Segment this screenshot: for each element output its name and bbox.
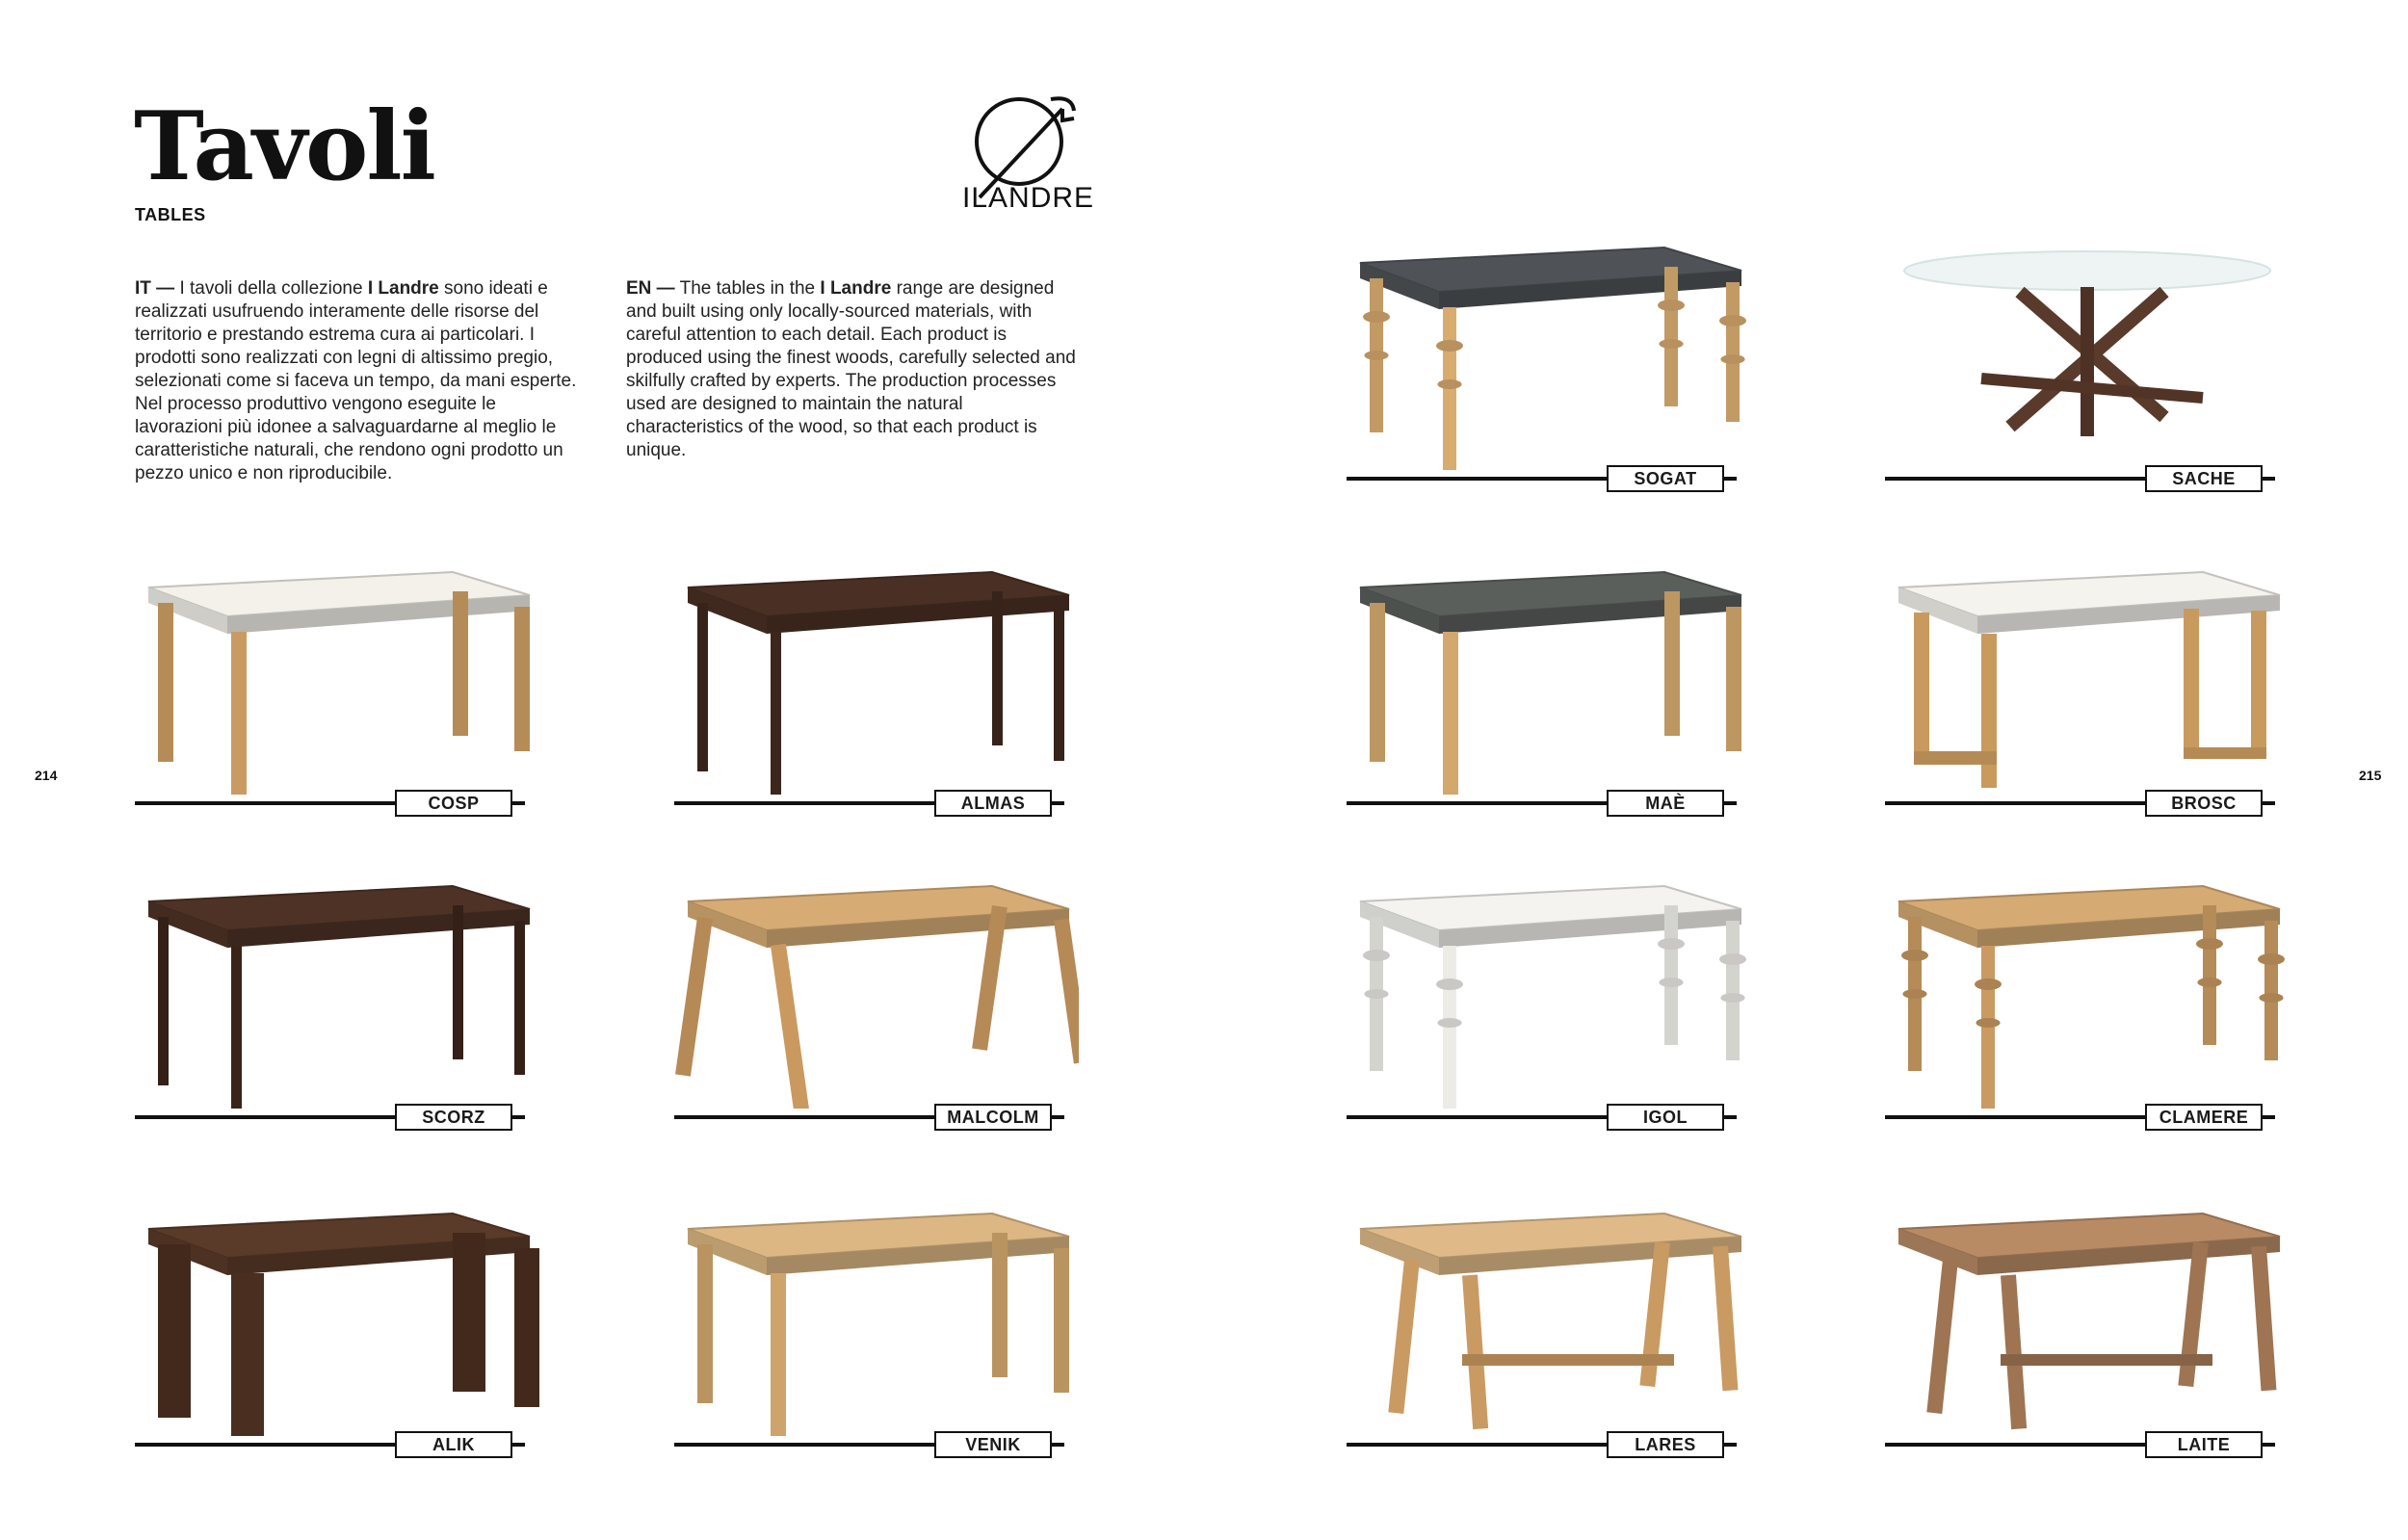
product-name-label: CLAMERE [2145,1104,2263,1131]
table-image[interactable] [1885,1200,2290,1436]
table-image[interactable] [1885,873,2290,1109]
product-name-label: COSP [395,790,512,817]
product-name-label: VENIK [934,1431,1052,1458]
page-title: Tavoli [134,91,434,202]
brand-logo [962,90,1095,215]
product-name-label: MAÈ [1607,790,1724,817]
table-image[interactable] [1347,873,1751,1109]
product-card[interactable] [135,1200,539,1454]
table-image[interactable] [1885,559,2290,795]
product-name-label: IGOL [1607,1104,1724,1131]
table-image[interactable] [1347,559,1751,795]
table-image[interactable] [1347,1200,1751,1436]
product-card[interactable] [1885,234,2290,488]
table-image[interactable] [135,1200,539,1436]
table-image[interactable] [135,873,539,1109]
intro-it-text-1: I tavoli della collezione [174,278,368,299]
page-number-left: 214 [35,768,58,783]
intro-it-brand: I Landre [367,278,439,299]
product-name-label: SOGAT [1607,465,1724,492]
product-card[interactable] [674,873,1079,1127]
intro-en-text-1: The tables in the [674,278,821,299]
product-name-label: LARES [1607,1431,1724,1458]
intro-en-brand: I Landre [820,278,892,299]
product-name-label: BROSC [2145,790,2263,817]
product-name-label: ALIK [395,1431,512,1458]
product-card[interactable] [135,559,539,813]
intro-english [626,277,1079,462]
product-card[interactable] [1347,1200,1751,1454]
page-number-right: 215 [2359,768,2382,783]
product-card[interactable] [1885,1200,2290,1454]
product-card[interactable] [1347,559,1751,813]
table-image[interactable] [1347,234,1751,470]
product-card[interactable] [1347,873,1751,1127]
product-card[interactable] [1885,559,2290,813]
intro-en-text-2: range are designed and built using only locally-sourced materials, with careful attention to each detail. Each product is produced using the finest woods, carefully selected and skilfully crafted by experts. The production processes used are designed to maintain the natural characteristics of the wood, so that each product is unique. [626,278,1076,460]
intro-it-text-2: sono ideati e realizzati usufruendo interamente delle risorse del territorio e prestando estrema cura ai particolari. I prodotti sono realizzati con legni di altissimo pregio, selezionati come si faceva un tempo, da mani esperte. Nel processo produttivo vengono eseguite le lavorazioni più idonee a salvaguardarne al meglio le caratteristiche naturali, che rendono ogni prodotto un pezzo unico e non riproducibile. [135,278,577,483]
product-name-label: LAITE [2145,1431,2263,1458]
intro-en-prefix: EN — [626,278,675,299]
table-image[interactable] [674,873,1079,1109]
product-card[interactable] [1885,873,2290,1127]
table-image[interactable] [1885,234,2290,470]
table-image[interactable] [674,1200,1079,1436]
logo-wordmark: ILANDRE [962,182,1095,214]
product-card[interactable] [674,1200,1079,1454]
page-subtitle: TABLES [135,205,206,224]
product-name-label: SACHE [2145,465,2263,492]
table-image[interactable] [135,559,539,795]
product-name-label: ALMAS [934,790,1052,817]
product-name-label: SCORZ [395,1104,512,1131]
product-card[interactable] [674,559,1079,813]
product-card[interactable] [135,873,539,1127]
product-name-label: MALCOLM [934,1104,1052,1131]
table-image[interactable] [674,559,1079,795]
product-card[interactable] [1347,234,1751,488]
intro-it-prefix: IT — [135,278,175,299]
intro-italian [135,277,588,485]
